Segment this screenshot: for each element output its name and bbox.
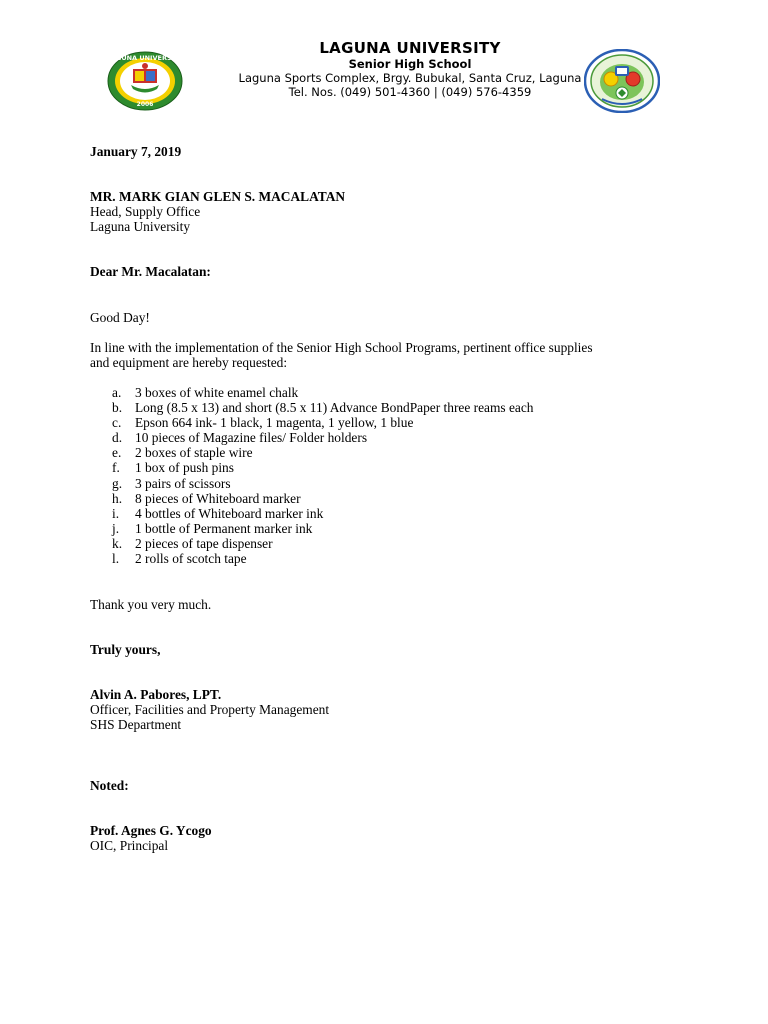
intro-line: In line with the implementation of the Senior High School Programs, pertinent office supplies: [90, 340, 593, 355]
list-item: [112, 445, 534, 460]
list-item: [112, 506, 534, 521]
list-item-text: 1 bottle of Permanent marker ink: [135, 520, 313, 536]
list-item-text: 1 box of push pins: [135, 460, 234, 476]
list-item-letter: f.: [112, 460, 120, 476]
greeting: Good Day!: [90, 310, 150, 325]
recipient-name: MR. MARK GIAN GLEN S. MACALATAN: [90, 189, 346, 204]
list-item: [112, 521, 534, 536]
list-item-text: 2 rolls of scotch tape: [135, 551, 247, 567]
list-item-text: 8 pieces of Whiteboard marker: [135, 490, 301, 506]
list-item-letter: g.: [112, 475, 123, 491]
thanks-line: Thank you very much.: [90, 597, 212, 612]
list-item-text: Long (8.5 x 13) and short (8.5 x 11) Advance BondPaper three reams each: [135, 400, 534, 416]
letterhead: [0, 0, 768, 120]
closing: Truly yours,: [90, 642, 161, 657]
list-item: [112, 476, 534, 491]
salutation: Dear Mr. Macalatan:: [90, 264, 211, 279]
list-item-letter: h.: [112, 490, 123, 506]
sender-name: Alvin A. Pabores, LPT.: [90, 687, 222, 702]
supply-request-list: [112, 385, 534, 566]
list-item-text: 4 bottles of Whiteboard marker ink: [135, 505, 324, 521]
list-item-letter: a.: [112, 385, 122, 400]
list-item-letter: l.: [112, 551, 120, 567]
list-item-letter: e.: [112, 445, 122, 461]
list-item-letter: k.: [112, 535, 123, 551]
svg-text:LAGUNA UNIVERSITY: LAGUNA UNIVERSITY: [107, 54, 183, 62]
school-address: Laguna Sports Complex, Brgy. Bubukal, Santa Cruz, Laguna: [238, 71, 582, 85]
svg-text:2006: 2006: [136, 101, 154, 108]
list-item-letter: b.: [112, 400, 123, 416]
recipient-organization: Laguna University: [90, 219, 191, 234]
intro-line: and equipment are hereby requested:: [90, 355, 288, 370]
list-item: [112, 400, 534, 415]
intro-paragraph: [90, 340, 680, 370]
list-item-letter: j.: [112, 520, 120, 536]
noted-label: Noted:: [90, 778, 129, 793]
list-item-text: 2 boxes of staple wire: [135, 445, 253, 461]
list-item-letter: c.: [112, 415, 122, 431]
list-item: [112, 415, 534, 430]
shs-department-seal-icon: [584, 49, 660, 113]
list-item-text: 3 boxes of white enamel chalk: [135, 385, 299, 400]
noter-title: OIC, Principal: [90, 838, 169, 853]
school-name: Senior High School: [348, 57, 472, 71]
school-phones: Tel. Nos. (049) 501-4360 | (049) 576-4359: [288, 85, 532, 99]
university-name: LAGUNA UNIVERSITY: [319, 39, 501, 57]
list-item-text: 10 pieces of Magazine files/ Folder holders: [135, 430, 368, 446]
list-item: [112, 551, 534, 566]
list-item-text: 2 pieces of tape dispenser: [135, 535, 273, 551]
list-item: [112, 385, 534, 400]
list-item: [112, 491, 534, 506]
list-item: [112, 460, 534, 475]
sender-title: Officer, Facilities and Property Management: [90, 702, 330, 717]
list-item: [112, 430, 534, 445]
noter-name: Prof. Agnes G. Ycogo: [90, 823, 212, 838]
sender-department: SHS Department: [90, 717, 182, 732]
list-item: [112, 536, 534, 551]
list-item-text: Epson 664 ink- 1 black, 1 magenta, 1 yellow, 1 blue: [135, 415, 414, 431]
list-item-letter: d.: [112, 430, 123, 446]
letter-date: January 7, 2019: [90, 144, 182, 159]
recipient-title: Head, Supply Office: [90, 204, 201, 219]
list-item-text: 3 pairs of scissors: [135, 475, 231, 491]
list-item-letter: i.: [112, 505, 120, 521]
